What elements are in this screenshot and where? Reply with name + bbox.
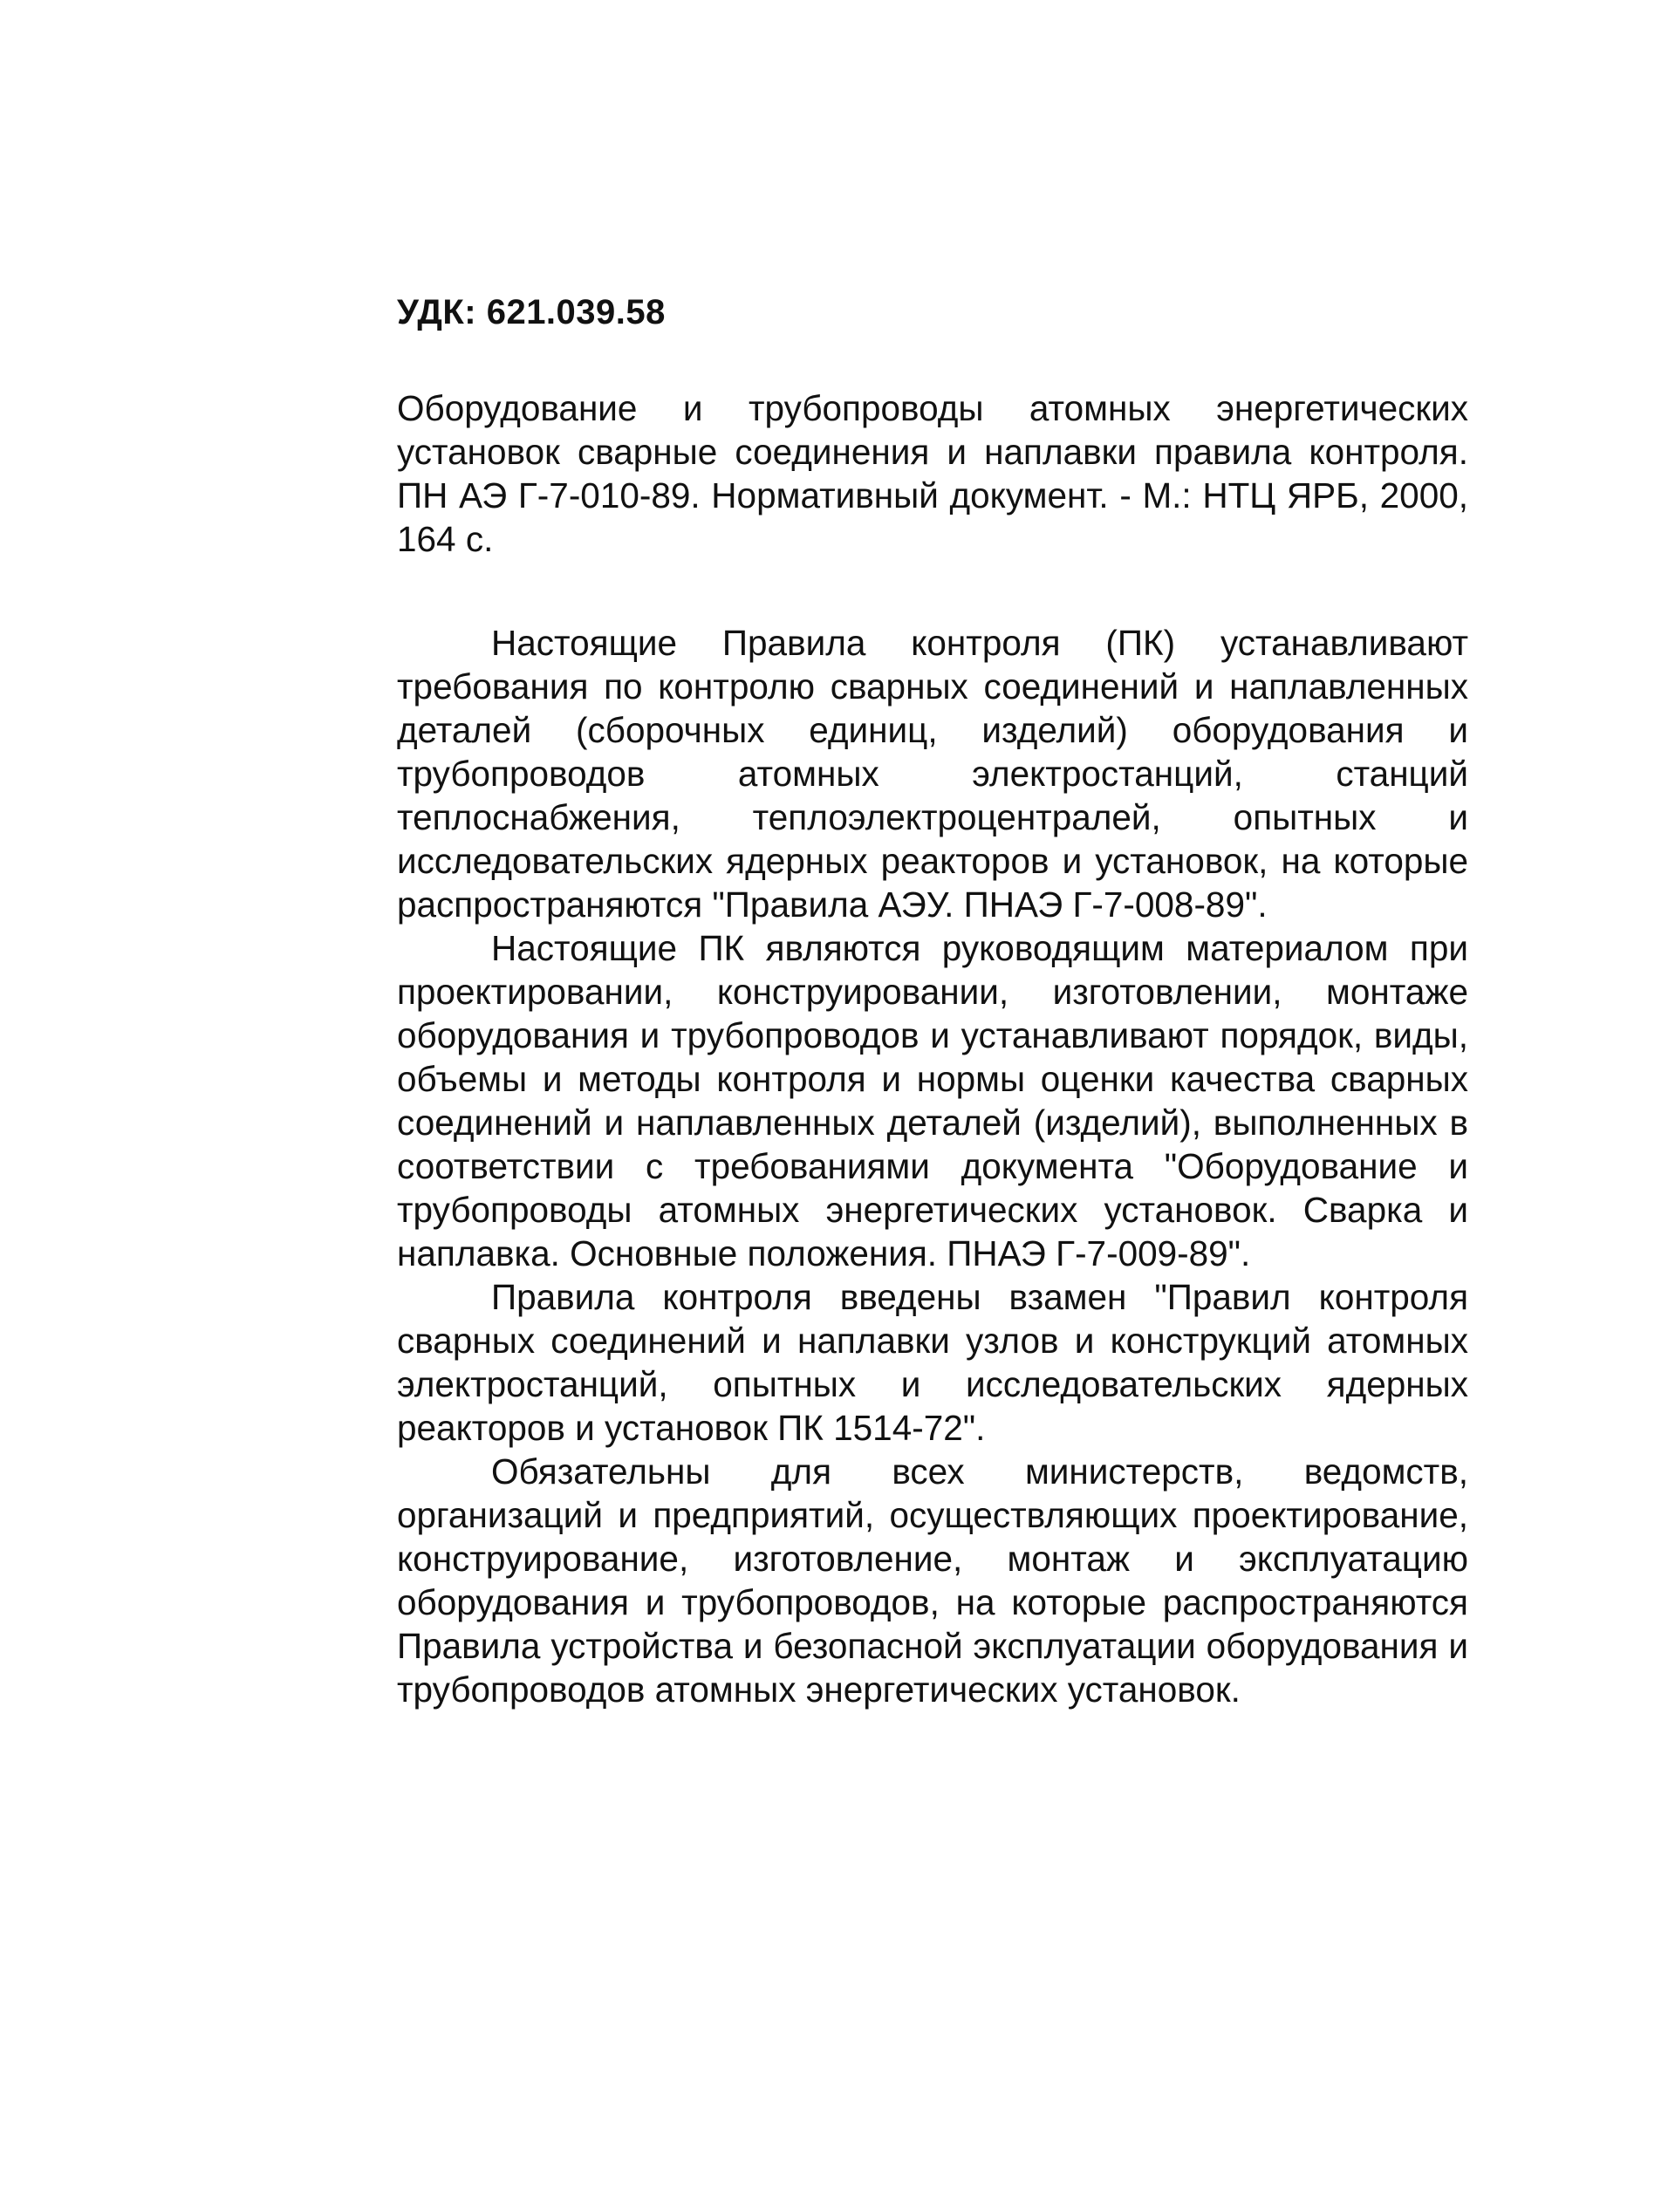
abstract-paragraph-purpose: Настоящие ПК являются руководящим материалом при проектировании, конструировании, изготовлении, монтаже оборудования и трубопроводов и устанавливают порядок, виды, объемы и методы контроля и нормы оценки качества сварных соединений и наплавленных деталей (изделий), выполненных в соответствии с требованиями документа "Оборудование и трубопроводы атомных энергетических установок. Сварка и наплавка. Основные положения. ПНАЭ Г-7-009-89". xyxy=(397,928,1468,1273)
udk-code: УДК: 621.039.58 xyxy=(397,293,666,331)
abstract-paragraph-scope: Настоящие Правила контроля (ПК) устанавливают требования по контролю сварных соединений и наплавленных деталей (сборочных единиц, изделий) оборудования и трубопроводов атомных электростанций, станций теплоснабжения, теплоэлектроцентралей, опытных и исследовательских ядерных реакторов и установок, на которые распространяются "Правила АЭУ. ПНАЭ Г-7-008-89". xyxy=(397,623,1468,925)
abstract-paragraph-replacement: Правила контроля введены взамен "Правил контроля сварных соединений и наплавки узлов и конструкций атомных электростанций, опытных и исследовательских ядерных реакторов и установок ПК 1514-72". xyxy=(397,1277,1468,1448)
bibliographic-citation: Оборудование и трубопроводы атомных энергетических установок сварные соединения и наплавки правила контроля. ПН АЭ Г-7-010-89. Нормативный документ. - М.: НТЦ ЯРБ, 2000, 164 с. xyxy=(397,388,1468,559)
abstract-paragraph-applicability: Обязательны для всех министерств, ведомств, организаций и предприятий, осуществляющих проектирование, конструирование, изготовление, монтаж и эксплуатацию оборудования и трубопроводов, на которые распространяются Правила устройства и безопасной эксплуатации оборудования и трубопроводов атомных энергетических установок. xyxy=(397,1451,1468,1710)
abstract xyxy=(397,621,1468,1711)
